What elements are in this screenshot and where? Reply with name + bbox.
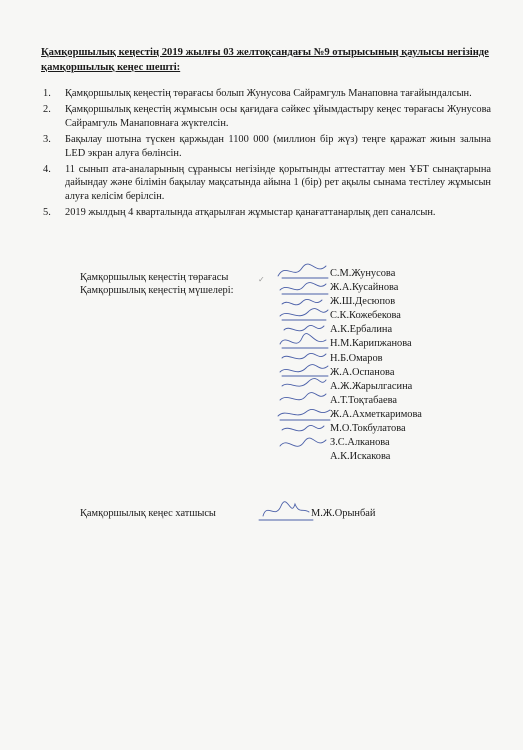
item-number: 2. — [43, 104, 51, 116]
member-name: Н.М.Карипжанова — [330, 338, 412, 350]
member-names — [330, 267, 422, 464]
decision-list — [41, 87, 491, 223]
member-name: З.С.Алканова — [330, 437, 390, 449]
member-name: С.К.Кожебекова — [330, 310, 401, 322]
members-role: Қамқоршылық кеңестің мүшелері: — [80, 284, 234, 296]
decision-item — [41, 206, 491, 219]
item-text: Бақылау шотына түскен қаржыдан 1100 000 (миллион бір жүз) теңге қаражат жиын залына LED экран алуға бөлінсін. — [65, 134, 491, 159]
decision-item — [41, 103, 491, 130]
item-number: 4. — [43, 164, 51, 176]
member-name: Ж.А.Ахметкаримова — [330, 408, 422, 420]
member-name: Ж.Ш.Десюпов — [330, 296, 396, 308]
member-name: С.М.Жунусова — [330, 268, 396, 279]
member-name: А.Т.Тоқтабаева — [330, 394, 397, 406]
member-name: А.К.Ербалина — [330, 324, 393, 336]
check-mark-icon: ✓ — [258, 275, 265, 284]
member-name: М.О.Токбулатова — [330, 423, 406, 435]
item-text: 11 сынып ата-аналарының сұранысы негізінде қорытынды аттестаттау мен ҰБТ сынақтарына дайындау және білімін бақылау мақсатында айына 1 (бір) рет ақылы сынама тестілеу жұмысын алуға келісім берілсін. — [65, 164, 491, 202]
decision-heading: Қамқоршылық кеңестің 2019 жылғы 03 желтоқсандағы №9 отырысының қаулысы негізінде қамқоршылық кеңес шешті: — [41, 47, 489, 73]
decision-item — [41, 133, 491, 160]
member-name: Ж.А.Оспанова — [330, 366, 395, 378]
member-name: А.К.Искакова — [330, 451, 391, 463]
item-text: 2019 жылдың 4 кварталында атқарылған жұмыстар қанағаттанарлық деп саналсын. — [65, 207, 436, 219]
item-number: 5. — [43, 207, 51, 219]
member-name: А.Ж.Жарылгасина — [330, 380, 413, 392]
decision-item — [41, 87, 491, 100]
signature-roles — [80, 272, 234, 297]
secretary-role: Қамқоршылық кеңес хатшысы — [80, 508, 216, 519]
chair-role: Қамқоршылық кеңестің төрағасы — [80, 272, 229, 283]
item-text: Қамқоршылық кеңестің төрағасы болып Жунусова Сайрамгуль Манаповна тағайындалсын. — [65, 88, 472, 99]
decision-item — [41, 163, 491, 203]
item-text: Қамқоршылық кеңестің жұмысын осы қағидаға сәйкес ұйымдастыру кеңес төрағасы Жунусова Сайрамгуль Манаповнаға жүктелсін. — [65, 104, 491, 129]
member-name: Ж.А.Кусайнова — [330, 282, 399, 294]
item-number: 1. — [43, 88, 51, 99]
member-signatures-icon — [268, 258, 338, 458]
secretary-name: М.Ж.Орынбай — [311, 508, 376, 519]
secretary-signature-icon — [255, 498, 315, 524]
item-number: 3. — [43, 134, 51, 146]
member-name: Н.Б.Омаров — [330, 352, 383, 364]
